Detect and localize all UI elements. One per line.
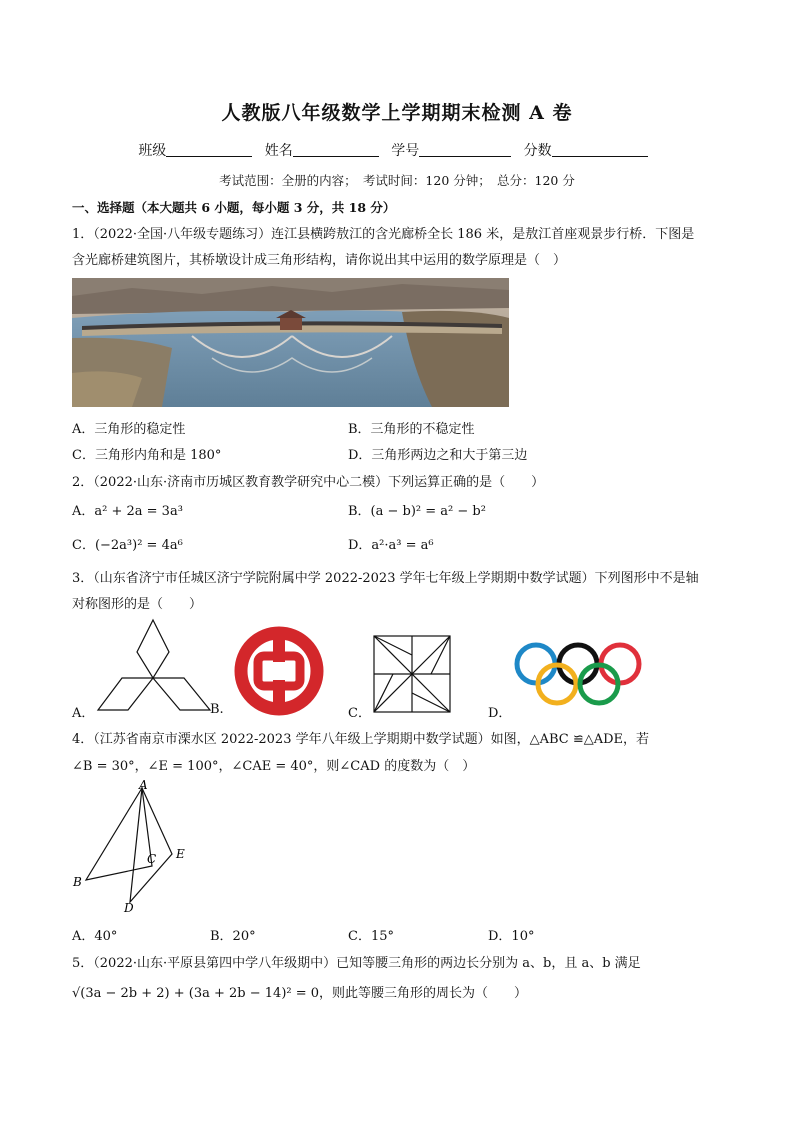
pinwheel-shape (372, 634, 452, 714)
name-blank[interactable] (293, 142, 379, 157)
q3-stem-line1: 3．（山东省济宁市任城区济宁学院附属中学 2022-2023 学年七年级上学期期中数学试题）下列图形中不是轴 (72, 571, 699, 586)
q2-option-d[interactable]: D．a²·a³ = a⁶ (348, 538, 434, 553)
q4-stem-line2: ∠B = 30°，∠E = 100°，∠CAE = 40°，则∠CAD 的度数为（ ） (72, 759, 476, 774)
q3-option-c[interactable]: C． (348, 706, 371, 721)
q5-stem-line1: 5．（2022·山东·平原县第四中学八年级期中）已知等腰三角形的两边长分别为 a、b，且 a、b 满足 (72, 956, 641, 971)
q1-option-b[interactable]: B．三角形的不稳定性 (348, 422, 475, 437)
q3-stem-line2: 对称图形的是（ ） (72, 597, 203, 612)
q1-option-c[interactable]: C．三角形内角和是 180° (72, 448, 222, 463)
q1-option-d[interactable]: D．三角形两边之和大于第三边 (348, 448, 528, 463)
id-label: 学号 (391, 143, 420, 159)
q2-option-b[interactable]: B．(a − b)² = a² − b² (348, 504, 486, 519)
triangle-figure (68, 778, 198, 916)
point-e-label: E (176, 847, 185, 861)
class-blank[interactable] (166, 142, 252, 157)
point-d-label: D (124, 901, 134, 915)
score-label: 分数 (523, 143, 552, 159)
q2-option-a[interactable]: A．a² + 2a = 3a³ (72, 504, 183, 519)
q4-option-d[interactable]: D．10° (488, 929, 535, 944)
point-b-label: B (73, 875, 82, 889)
student-info-line (0, 140, 794, 160)
olympic-rings-shape (512, 640, 644, 710)
name-label: 姓名 (264, 143, 293, 159)
section-heading: 一、选择题（本大题共 6 小题，每小题 3 分，共 18 分） (72, 200, 396, 215)
q1-stem-line2: 含光廊桥建筑图片，其桥墩设计成三角形结构，请你说出其中运用的数学原理是（ ） (72, 253, 567, 268)
q4-stem-line1: 4．（江苏省南京市溧水区 2022-2023 学年八年级上学期期中数学试题）如图，△ABC ≌△ADE，若 (72, 732, 650, 747)
class-label: 班级 (138, 143, 167, 159)
exam-scope: 考试范围：全册的内容； 考试时间：120 分钟； 总分：120 分 (219, 173, 575, 188)
bank-logo-shape (232, 624, 326, 718)
q4-option-a[interactable]: A．40° (72, 929, 118, 944)
bridge-photo (72, 278, 509, 407)
mitsubishi-shape (96, 618, 212, 712)
q4-option-c[interactable]: C．15° (348, 929, 394, 944)
q3-option-b[interactable]: B. (210, 702, 224, 717)
q1-stem-line1: 1．（2022·全国·八年级专题练习）连江县横跨敖江的含光廊桥全长 186 米，是敖江首座观景步行桥．下图是 (72, 227, 695, 242)
q4-option-b[interactable]: B．20° (210, 929, 256, 944)
q2-option-c[interactable]: C．(−2a³)² = 4a⁶ (72, 538, 183, 553)
q3-option-d[interactable]: D． (488, 706, 512, 721)
point-c-label: C (147, 852, 157, 866)
id-blank[interactable] (419, 142, 511, 157)
point-a-label: A (139, 778, 148, 792)
score-blank[interactable] (552, 142, 648, 157)
q5-stem-line2: √(3a − 2b + 2) + (3a + 2b − 14)² = 0，则此等腰三角形的周长为（ ） (72, 986, 528, 1001)
q3-option-a[interactable]: A． (72, 706, 95, 721)
q2-stem: 2．（2022·山东·济南市历城区教育教学研究中心二模）下列运算正确的是（ ） (72, 475, 545, 490)
page-title: 人教版八年级数学上学期期末检测 A 卷 (221, 102, 573, 124)
q1-option-a[interactable]: A．三角形的稳定性 (72, 422, 186, 437)
